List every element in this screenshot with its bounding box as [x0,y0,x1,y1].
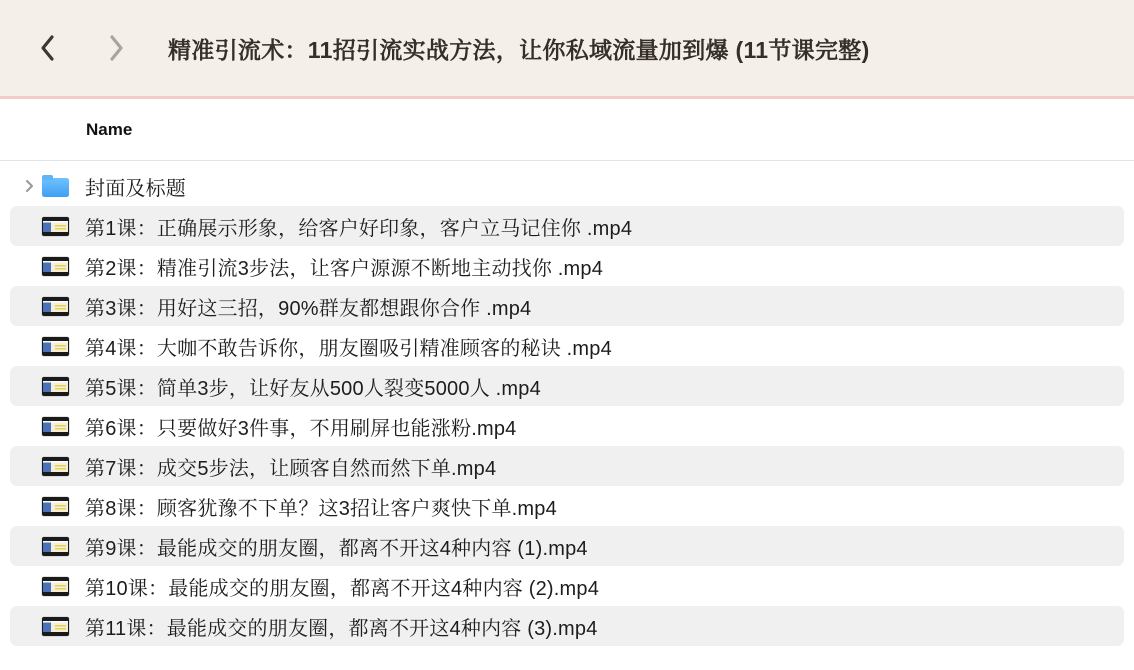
folder-row[interactable] [10,166,1124,206]
video-file-icon [42,217,69,236]
file-name: 第1课：正确展示形象，给客户好印象，客户立马记住你 .mp4 [85,217,633,240]
disclosure-spacer [16,206,42,246]
column-header-name[interactable]: Name [86,119,133,139]
video-file-icon [42,257,69,276]
video-file-icon [42,537,69,556]
back-button[interactable] [36,31,60,65]
file-row[interactable] [10,326,1124,366]
file-row[interactable] [10,286,1124,326]
disclosure-spacer [16,486,42,526]
file-row[interactable] [10,606,1124,646]
file-name: 第6课：只要做好3件事，不用刷屏也能涨粉.mp4 [85,417,517,440]
disclosure-spacer [16,246,42,286]
page-title: 精准引流术：11招引流实战方法，让你私域流量加到爆 (11节课完整) [168,36,870,63]
video-file-icon [42,417,69,436]
disclosure-spacer [16,446,42,486]
file-name: 第5课：简单3步，让好友从500人裂变5000人 .mp4 [85,377,541,400]
disclosure-spacer [16,326,42,366]
window-titlebar [0,0,1134,96]
video-file-icon [42,377,69,396]
disclosure-spacer [16,286,42,326]
disclosure-spacer [16,526,42,566]
disclosure-spacer [16,606,42,646]
file-row[interactable] [10,246,1124,286]
list-column-header-bar [0,99,1134,161]
forward-button[interactable] [104,31,128,65]
file-row[interactable] [10,406,1124,446]
file-name: 第2课：精准引流3步法，让客户源源不断地主动找你 .mp4 [85,257,604,280]
disclosure-spacer [16,406,42,446]
file-row[interactable] [10,566,1124,606]
chevron-left-icon [39,33,57,63]
file-row[interactable] [10,526,1124,566]
file-row[interactable] [10,206,1124,246]
file-name: 第3课：用好这三招，90%群友都想跟你合作 .mp4 [85,297,532,320]
file-name: 第7课：成交5步法，让顾客自然而然下单.mp4 [85,457,497,480]
video-file-icon [42,617,69,636]
file-name: 第9课：最能成交的朋友圈，都离不开这4种内容 (1).mp4 [85,537,588,560]
video-file-icon [42,297,69,316]
video-file-icon [42,337,69,356]
file-name: 第4课：大咖不敢告诉你，朋友圈吸引精准顾客的秘诀 .mp4 [85,337,612,360]
file-name: 第11课：最能成交的朋友圈，都离不开这4种内容 (3).mp4 [85,617,598,640]
file-name: 第10课：最能成交的朋友圈，都离不开这4种内容 (2).mp4 [85,577,600,600]
disclosure-chevron-icon[interactable] [16,166,42,206]
file-row[interactable] [10,366,1124,406]
folder-icon [42,178,69,197]
file-name: 第8课：顾客犹豫不下单？这3招让客户爽快下单.mp4 [85,497,557,520]
chevron-right-icon [107,33,125,63]
file-row[interactable] [10,446,1124,486]
video-file-icon [42,577,69,596]
file-list [0,166,1134,646]
folder-name: 封面及标题 [85,177,186,200]
video-file-icon [42,457,69,476]
file-row[interactable] [10,486,1124,526]
disclosure-spacer [16,566,42,606]
video-file-icon [42,497,69,516]
disclosure-spacer [16,366,42,406]
